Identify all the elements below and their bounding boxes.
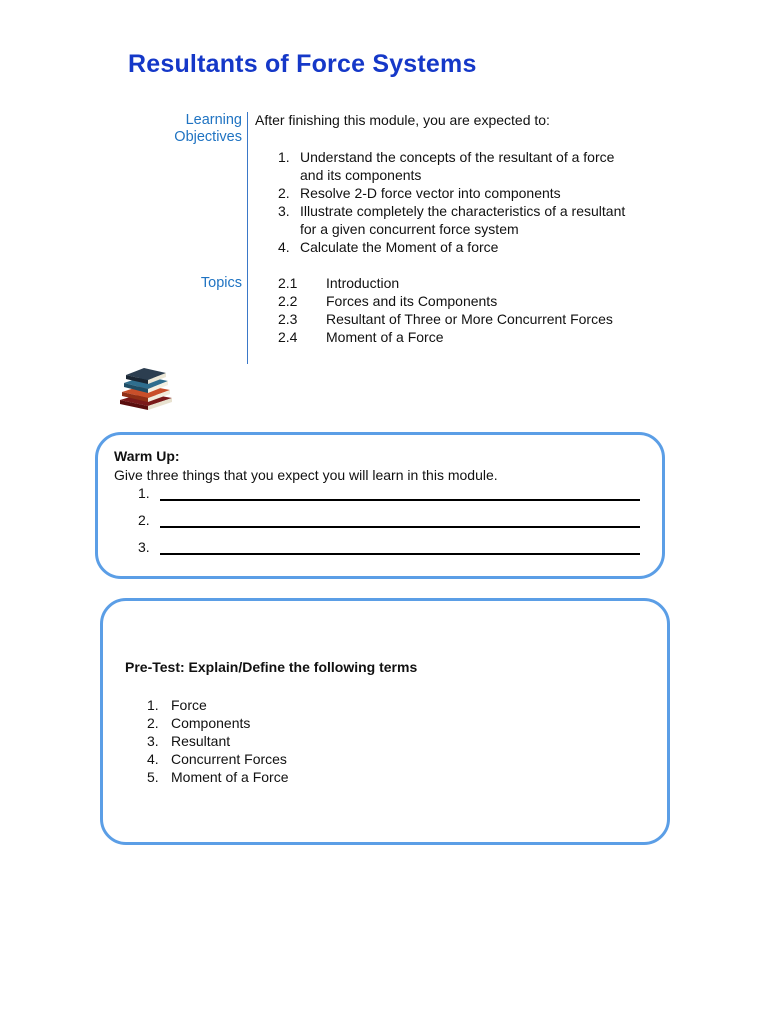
- topic-text: Resultant of Three or More Concurrent Forces: [326, 311, 613, 327]
- section-divider: [247, 112, 248, 364]
- pre-test-term: Moment of a Force: [171, 769, 289, 785]
- learning-objectives-label-line1: Learning: [185, 112, 242, 128]
- topic-number: 2.2: [278, 293, 298, 309]
- topic-text: Introduction: [326, 275, 400, 291]
- warm-up-title: Warm Up:: [114, 448, 180, 464]
- topic-item: [278, 292, 613, 310]
- topic-item: [278, 328, 613, 346]
- topic-item: [278, 310, 613, 328]
- topic-text: Moment of a Force: [326, 329, 444, 345]
- pre-test-list: [147, 696, 289, 786]
- objective-text-cont: for a given concurrent force system: [300, 221, 519, 237]
- objective-text: Resolve 2-D force vector into components: [300, 185, 561, 201]
- pre-test-item: [147, 732, 289, 750]
- pre-test-number: 4.: [147, 751, 159, 767]
- pre-test-item: [147, 714, 289, 732]
- pre-test-title: Pre-Test: Explain/Define the following terms: [125, 659, 418, 675]
- pre-test-term: Force: [171, 697, 207, 713]
- answer-row: [138, 512, 640, 528]
- objective-number: 3.: [278, 203, 290, 219]
- objective-text: Understand the concepts of the resultant of a force: [300, 149, 615, 165]
- topic-text: Forces and its Components: [326, 293, 498, 309]
- objectives-list: [278, 148, 678, 256]
- answer-line[interactable]: [160, 514, 640, 528]
- pre-test-number: 3.: [147, 733, 159, 749]
- pre-test-number: 1.: [147, 697, 159, 713]
- pre-test-item: [147, 696, 289, 714]
- answer-row: [138, 539, 640, 555]
- pre-test-number: 2.: [147, 715, 159, 731]
- topic-number: 2.4: [278, 329, 298, 345]
- pre-test-box: [100, 598, 670, 845]
- pre-test-term: Components: [171, 715, 251, 731]
- answer-line[interactable]: [160, 541, 640, 555]
- answer-number: 2.: [138, 512, 150, 528]
- books-icon: [118, 366, 174, 410]
- pre-test-term: Resultant: [171, 733, 231, 749]
- objective-text: Calculate the Moment of a force: [300, 239, 499, 255]
- learning-objectives-label: [130, 112, 242, 146]
- pre-test-number: 5.: [147, 769, 159, 785]
- objectives-intro: After finishing this module, you are expected to:: [255, 112, 550, 128]
- objective-number: 4.: [278, 239, 290, 255]
- learning-objectives-label-line2: Objectives: [174, 129, 242, 145]
- answer-number: 1.: [138, 485, 150, 501]
- warm-up-prompt: Give three things that you expect you will learn in this module.: [114, 467, 498, 483]
- objective-item: [278, 148, 678, 184]
- pre-test-item: [147, 768, 289, 786]
- objective-item: [278, 184, 678, 202]
- answer-number: 3.: [138, 539, 150, 555]
- pre-test-term: Concurrent Forces: [171, 751, 287, 767]
- objective-number: 2.: [278, 185, 290, 201]
- warm-up-box: [95, 432, 665, 579]
- page-title: Resultants of Force Systems: [128, 50, 477, 78]
- answer-row: [138, 485, 640, 501]
- objective-item: [278, 202, 678, 238]
- topics-list: [278, 274, 613, 346]
- answer-line[interactable]: [160, 487, 640, 501]
- objective-item: [278, 238, 678, 256]
- objective-number: 1.: [278, 149, 290, 165]
- topic-number: 2.1: [278, 275, 298, 291]
- objective-text: Illustrate completely the characteristics of a resultant: [300, 203, 626, 219]
- topic-number: 2.3: [278, 311, 298, 327]
- objective-text-cont: and its components: [300, 167, 422, 183]
- pre-test-item: [147, 750, 289, 768]
- topic-item: [278, 274, 613, 292]
- topics-label: Topics: [200, 275, 242, 291]
